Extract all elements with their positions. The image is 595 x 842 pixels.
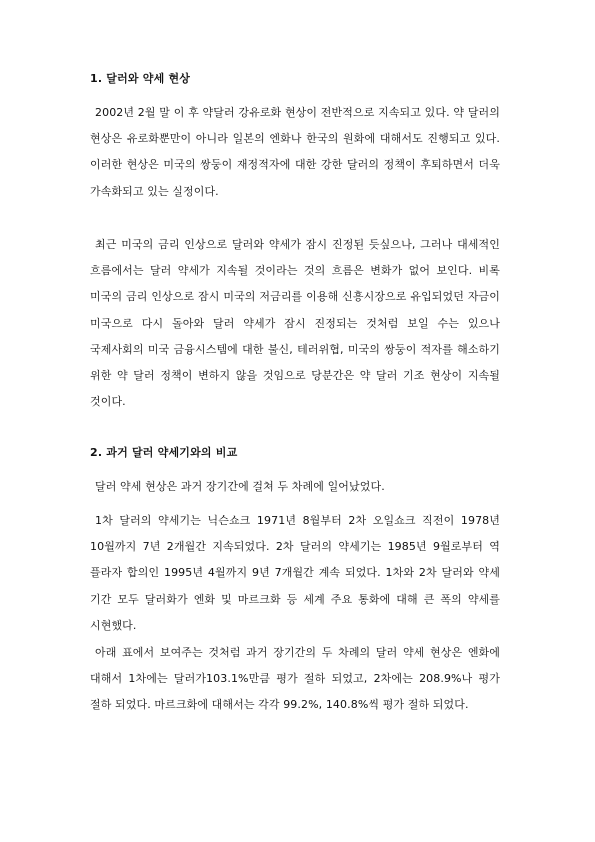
section-1-paragraph-2: 최근 미국의 금리 인상으로 달러와 약세가 잠시 진정된 듯싶으나, 그러나 대세적인 흐름에서는 달러 약세가 지속될 것이라는 것의 흐름은 변화가 없어 보인다. 비록 미국의 금리 인상으로 잠시 미국의 저금리를 이용해 신흥시장으로 유입되었던 자금이 미국으로 다시 돌아와 달러 약세가 잠시 진정되는 것처럼 보일 수는 있으나 국제사회의 미국 금융시스템에 대한 불신, 테러위협, 미국의 쌍둥이 적자를 해소하기 위한 약 달러 정책이 변하지 않을 것임으로 당분간은 약 달러 기조 현상이 지속될 것이다.	[90, 238, 500, 409]
section-2-paragraph-2: 1차 달러의 약세기는 닉슨쇼크 1971년 8월부터 2차 오일쇼크 직전이 1978년 10월까지 7년 2개월간 지속되었다. 2차 달러의 약세기는 1985년 9월로부터 역 플라자 합의인 1995년 4월까지 9년 7개월간 계속 되었다. 1차와 2차 달러와 약세 기간 모두 달러화가 엔화 및 마르크화 등 세계 주요 통화에 대해 큰 폭의 약세를 시현했다.	[90, 514, 500, 632]
section-1-paragraph-1: 2002년 2월 말 이 후 약달러 강유로화 현상이 전반적으로 지속되고 있다. 약 달러의 현상은 유로화뿐만이 아니라 일본의 엔화나 한국의 원화에 대해서도 진행되고 있다. 이러한 현상은 미국의 쌍둥이 재정적자에 대한 강한 달러의 정책이 후퇴하면서 더욱 가속화되고 있는 실정이다.	[90, 106, 500, 198]
section-2-paragraph-3: 아래 표에서 보여주는 것처럼 과거 장기간의 두 차례의 달러 약세 현상은 엔화에 대해서 1차에는 달러가103.1%만큼 평가 절하 되었고, 2차에는 208.9%나 평가 절하 되었다. 마르크화에 대해서는 각각 99.2%, 140.8%씩 평가 절하 되었다.	[90, 646, 500, 712]
section-2-heading: 2. 과거 달러 약세기와의 비교	[90, 446, 238, 459]
section-1-heading: 1. 달러와 약세 현상	[90, 72, 191, 85]
section-2-paragraph-1: 달러 약세 현상은 과거 장기간에 걸쳐 두 차례에 일어났었다.	[95, 480, 385, 493]
